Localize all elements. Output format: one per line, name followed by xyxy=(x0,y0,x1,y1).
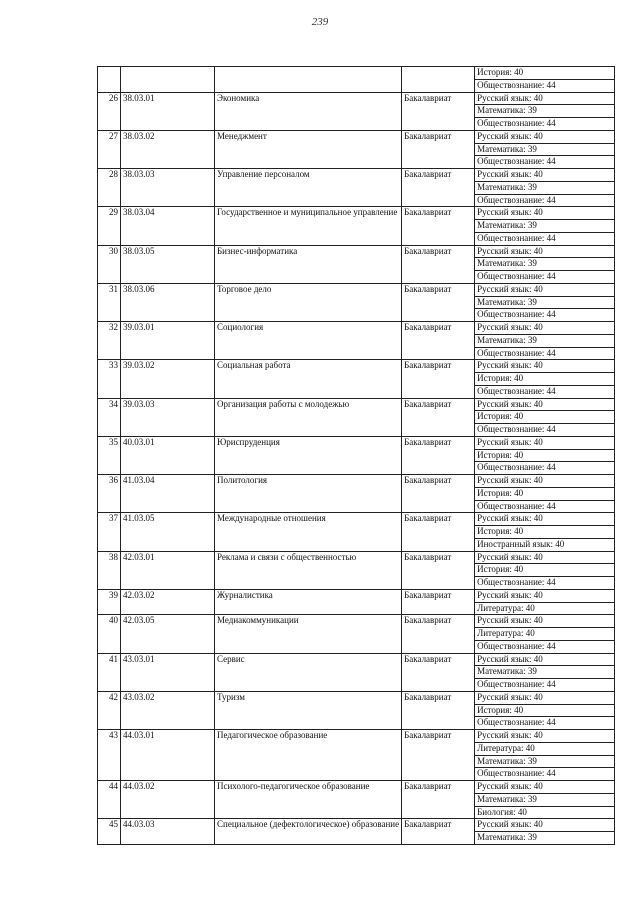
row-number-cell: 42 xyxy=(98,691,121,729)
program-code-cell: 38.03.05 xyxy=(121,245,215,283)
table-row xyxy=(98,360,615,373)
program-code-cell: 40.03.01 xyxy=(121,436,215,474)
exam-requirement-cell: Обществознание: 44 xyxy=(475,194,615,207)
program-name-cell: Менеджмент xyxy=(215,130,402,168)
exam-requirement-cell: Математика: 39 xyxy=(475,258,615,271)
exam-requirement-cell: Русский язык: 40 xyxy=(475,730,615,743)
exam-requirement-cell: Обществознание: 44 xyxy=(475,347,615,360)
program-code-cell: 39.03.02 xyxy=(121,360,215,398)
program-code-cell: 44.03.01 xyxy=(121,730,215,781)
education-level-cell: Бакалавриат xyxy=(402,551,475,589)
row-number-cell: 44 xyxy=(98,781,121,819)
education-level-cell: Бакалавриат xyxy=(402,245,475,283)
program-name-cell: Социология xyxy=(215,322,402,360)
exam-requirement-cell: Иностранный язык: 40 xyxy=(475,538,615,551)
exam-requirement-cell: Обществознание: 44 xyxy=(475,232,615,245)
education-level-cell: Бакалавриат xyxy=(402,207,475,245)
exam-requirement-cell: Литература: 40 xyxy=(475,742,615,755)
table-row xyxy=(98,730,615,743)
program-code-cell: 43.03.02 xyxy=(121,691,215,729)
exam-requirement-cell: Обществознание: 44 xyxy=(475,717,615,730)
program-code-cell: 44.03.02 xyxy=(121,781,215,819)
education-level-cell xyxy=(402,67,475,93)
row-number-cell: 36 xyxy=(98,475,121,513)
row-number-cell: 37 xyxy=(98,513,121,551)
program-name-cell: Управление персоналом xyxy=(215,169,402,207)
exam-requirement-cell: Обществознание: 44 xyxy=(475,385,615,398)
exam-requirement-cell: Математика: 39 xyxy=(475,755,615,768)
education-level-cell: Бакалавриат xyxy=(402,169,475,207)
program-name-cell: Политология xyxy=(215,475,402,513)
program-name-cell: Организация работы с молодежью xyxy=(215,398,402,436)
exam-requirement-cell: Русский язык: 40 xyxy=(475,513,615,526)
education-level-cell: Бакалавриат xyxy=(402,398,475,436)
program-code-cell: 42.03.02 xyxy=(121,589,215,615)
education-level-cell: Бакалавриат xyxy=(402,436,475,474)
program-code-cell: 38.03.06 xyxy=(121,283,215,321)
exam-requirement-cell: Русский язык: 40 xyxy=(475,653,615,666)
education-level-cell: Бакалавриат xyxy=(402,360,475,398)
exam-requirement-cell: Математика: 39 xyxy=(475,220,615,233)
program-code-cell: 39.03.03 xyxy=(121,398,215,436)
program-name-cell: Международные отношения xyxy=(215,513,402,551)
education-level-cell: Бакалавриат xyxy=(402,475,475,513)
exam-requirement-cell: Русский язык: 40 xyxy=(475,819,615,832)
exam-requirement-cell: Обществознание: 44 xyxy=(475,309,615,322)
exam-requirement-cell: Обществознание: 44 xyxy=(475,768,615,781)
exam-requirement-cell: Обществознание: 44 xyxy=(475,679,615,692)
exam-requirement-cell: Обществознание: 44 xyxy=(475,118,615,131)
table-row xyxy=(98,245,615,258)
program-name-cell: Педагогическое образование xyxy=(215,730,402,781)
table-row xyxy=(98,513,615,526)
table-row xyxy=(98,169,615,182)
exam-requirement-cell: История: 40 xyxy=(475,564,615,577)
exam-requirement-cell: Русский язык: 40 xyxy=(475,169,615,182)
row-number-cell: 43 xyxy=(98,730,121,781)
program-code-cell: 38.03.04 xyxy=(121,207,215,245)
table-row xyxy=(98,283,615,296)
program-name-cell: Сервис xyxy=(215,653,402,691)
table-row xyxy=(98,615,615,628)
program-code-cell: 38.03.03 xyxy=(121,169,215,207)
exam-requirement-cell: Русский язык: 40 xyxy=(475,360,615,373)
row-number-cell: 27 xyxy=(98,130,121,168)
table-row xyxy=(98,781,615,794)
row-number-cell: 31 xyxy=(98,283,121,321)
program-code-cell: 41.03.05 xyxy=(121,513,215,551)
program-code-cell: 44.03.03 xyxy=(121,819,215,845)
exam-requirement-cell: Обществознание: 44 xyxy=(475,156,615,169)
education-level-cell: Бакалавриат xyxy=(402,92,475,130)
exam-requirement-cell: Русский язык: 40 xyxy=(475,475,615,488)
row-number-cell xyxy=(98,67,121,93)
exam-requirement-cell: Русский язык: 40 xyxy=(475,781,615,794)
exam-requirement-cell: Русский язык: 40 xyxy=(475,691,615,704)
table-row xyxy=(98,67,615,80)
program-code-cell: 38.03.01 xyxy=(121,92,215,130)
exam-requirement-cell: Русский язык: 40 xyxy=(475,245,615,258)
exam-requirement-cell: Русский язык: 40 xyxy=(475,589,615,602)
table-row xyxy=(98,92,615,105)
row-number-cell: 41 xyxy=(98,653,121,691)
exam-requirement-cell: Математика: 39 xyxy=(475,143,615,156)
exam-requirement-cell: Обществознание: 44 xyxy=(475,462,615,475)
program-name-cell: Психолого-педагогическое образование xyxy=(215,781,402,819)
program-name-cell: Медиакоммуникации xyxy=(215,615,402,653)
exam-requirement-cell: Русский язык: 40 xyxy=(475,398,615,411)
program-name-cell: Журналистика xyxy=(215,589,402,615)
program-name-cell: Торговое дело xyxy=(215,283,402,321)
exam-requirement-cell: История: 40 xyxy=(475,487,615,500)
exam-requirement-cell: Русский язык: 40 xyxy=(475,322,615,335)
exam-requirement-cell: Математика: 39 xyxy=(475,832,615,845)
education-level-cell: Бакалавриат xyxy=(402,781,475,819)
exam-requirement-cell: Русский язык: 40 xyxy=(475,130,615,143)
program-name-cell: Бизнес-информатика xyxy=(215,245,402,283)
row-number-cell: 35 xyxy=(98,436,121,474)
exam-requirement-cell: Литература: 40 xyxy=(475,628,615,641)
program-name-cell: Специальное (дефектологическое) образование xyxy=(215,819,402,845)
exam-requirement-cell: Литература: 40 xyxy=(475,602,615,615)
exam-requirement-cell: Русский язык: 40 xyxy=(475,207,615,220)
table-body xyxy=(98,67,615,845)
exam-requirement-cell: История: 40 xyxy=(475,411,615,424)
exam-requirement-cell: Математика: 39 xyxy=(475,181,615,194)
education-level-cell: Бакалавриат xyxy=(402,589,475,615)
program-name-cell: Экономика xyxy=(215,92,402,130)
exam-requirement-cell: Математика: 39 xyxy=(475,793,615,806)
table-row xyxy=(98,207,615,220)
education-level-cell: Бакалавриат xyxy=(402,283,475,321)
education-level-cell: Бакалавриат xyxy=(402,615,475,653)
table-row xyxy=(98,819,615,832)
table-row xyxy=(98,551,615,564)
exam-requirement-cell: Русский язык: 40 xyxy=(475,436,615,449)
row-number-cell: 28 xyxy=(98,169,121,207)
program-name-cell xyxy=(215,67,402,93)
education-level-cell: Бакалавриат xyxy=(402,819,475,845)
exam-requirement-cell: Русский язык: 40 xyxy=(475,92,615,105)
admission-table xyxy=(97,66,615,845)
program-name-cell: Социальная работа xyxy=(215,360,402,398)
row-number-cell: 45 xyxy=(98,819,121,845)
program-name-cell: Государственное и муниципальное управление xyxy=(215,207,402,245)
table-row xyxy=(98,691,615,704)
exam-requirement-cell: Математика: 39 xyxy=(475,105,615,118)
table-row xyxy=(98,398,615,411)
program-code-cell: 38.03.02 xyxy=(121,130,215,168)
exam-requirement-cell: Математика: 39 xyxy=(475,666,615,679)
row-number-cell: 29 xyxy=(98,207,121,245)
program-code-cell: 41.03.04 xyxy=(121,475,215,513)
row-number-cell: 33 xyxy=(98,360,121,398)
program-name-cell: Реклама и связи с общественностью xyxy=(215,551,402,589)
table-row xyxy=(98,436,615,449)
row-number-cell: 34 xyxy=(98,398,121,436)
education-level-cell: Бакалавриат xyxy=(402,322,475,360)
education-level-cell: Бакалавриат xyxy=(402,653,475,691)
table-row xyxy=(98,589,615,602)
row-number-cell: 38 xyxy=(98,551,121,589)
exam-requirement-cell: Математика: 39 xyxy=(475,296,615,309)
table-row xyxy=(98,475,615,488)
exam-requirement-cell: Обществознание: 44 xyxy=(475,271,615,284)
table-row xyxy=(98,130,615,143)
exam-requirement-cell: Обществознание: 44 xyxy=(475,424,615,437)
exam-requirement-cell: Биология: 40 xyxy=(475,806,615,819)
row-number-cell: 30 xyxy=(98,245,121,283)
education-level-cell: Бакалавриат xyxy=(402,130,475,168)
table-row xyxy=(98,653,615,666)
exam-requirement-cell: История: 40 xyxy=(475,704,615,717)
program-name-cell: Туризм xyxy=(215,691,402,729)
exam-requirement-cell: История: 40 xyxy=(475,449,615,462)
education-level-cell: Бакалавриат xyxy=(402,513,475,551)
exam-requirement-cell: История: 40 xyxy=(475,373,615,386)
program-name-cell: Юриспруденция xyxy=(215,436,402,474)
table-row xyxy=(98,322,615,335)
row-number-cell: 39 xyxy=(98,589,121,615)
row-number-cell: 26 xyxy=(98,92,121,130)
row-number-cell: 32 xyxy=(98,322,121,360)
page-number: 239 xyxy=(311,16,329,28)
exam-requirement-cell: Русский язык: 40 xyxy=(475,551,615,564)
row-number-cell: 40 xyxy=(98,615,121,653)
education-level-cell: Бакалавриат xyxy=(402,691,475,729)
exam-requirement-cell: Обществознание: 44 xyxy=(475,79,615,92)
exam-requirement-cell: Русский язык: 40 xyxy=(475,615,615,628)
education-level-cell: Бакалавриат xyxy=(402,730,475,781)
exam-requirement-cell: Математика: 39 xyxy=(475,334,615,347)
exam-requirement-cell: Обществознание: 44 xyxy=(475,577,615,590)
program-code-cell: 43.03.01 xyxy=(121,653,215,691)
exam-requirement-cell: Обществознание: 44 xyxy=(475,640,615,653)
program-code-cell: 42.03.01 xyxy=(121,551,215,589)
exam-requirement-cell: Обществознание: 44 xyxy=(475,500,615,513)
exam-requirement-cell: История: 40 xyxy=(475,67,615,80)
program-code-cell: 39.03.01 xyxy=(121,322,215,360)
program-code-cell xyxy=(121,67,215,93)
exam-requirement-cell: Русский язык: 40 xyxy=(475,283,615,296)
exam-requirement-cell: История: 40 xyxy=(475,526,615,539)
program-code-cell: 42.03.05 xyxy=(121,615,215,653)
